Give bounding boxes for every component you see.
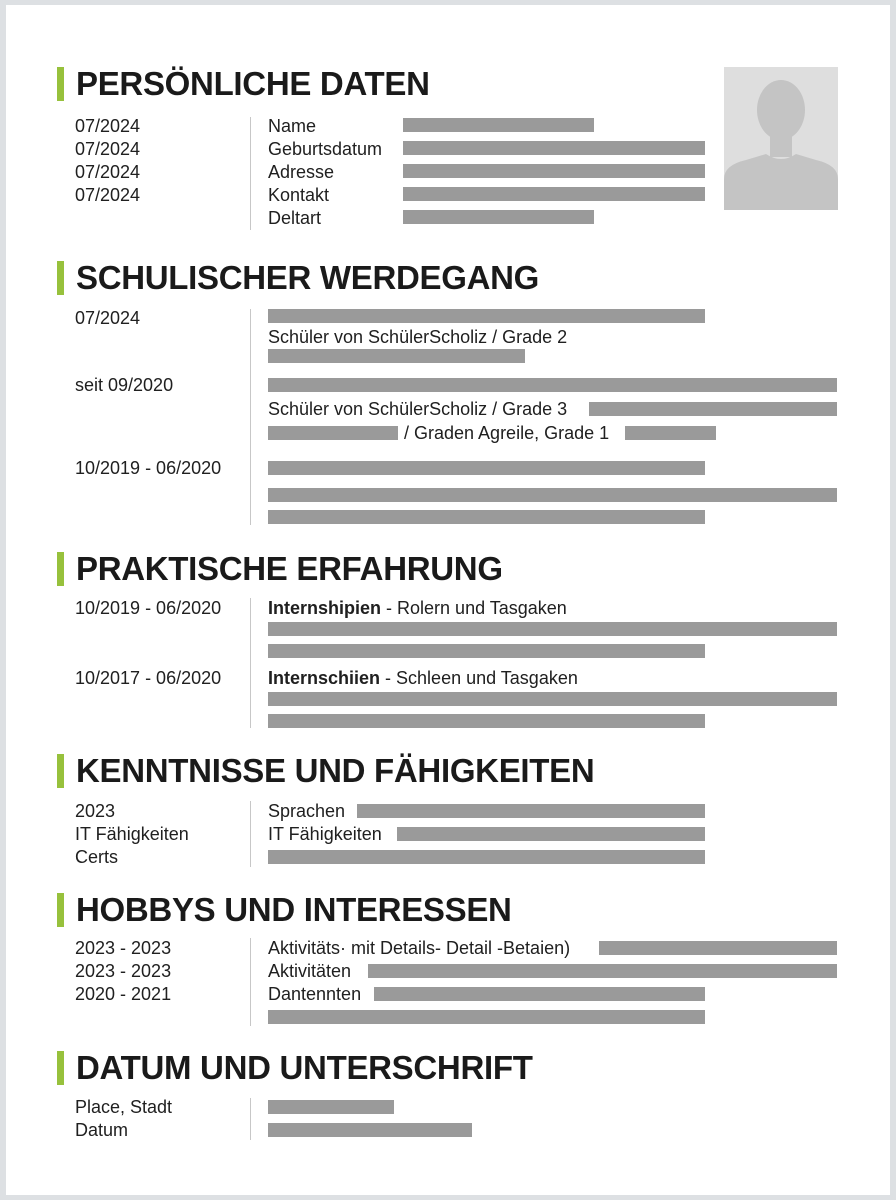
section-title: KENNTNISSE UND FÄHIGKEITEN [76, 752, 595, 789]
accent-bar [57, 893, 64, 927]
section-title: HOBBYS UND INTERESSEN [76, 891, 512, 928]
date-field-label: Datum [75, 1120, 129, 1140]
date-label: 10/2019 - 06/2020 [75, 598, 222, 618]
field-label-name: Name [268, 116, 317, 136]
divider-line [250, 938, 251, 1026]
section-heading-skills [57, 753, 594, 789]
section-heading-school [57, 260, 539, 296]
redaction-bar [403, 210, 594, 224]
redaction-bar [403, 141, 705, 155]
divider-line [250, 598, 251, 728]
redaction-bar [268, 1100, 394, 1114]
section-title: PRAKTISCHE ERFAHRUNG [76, 550, 503, 587]
redaction-bar [268, 622, 837, 636]
redaction-bar [268, 692, 837, 706]
date-label: 07/2024 [75, 308, 141, 328]
hobby-text: Aktivitäten [268, 961, 352, 981]
redaction-bar [268, 426, 398, 440]
skill-label: IT Fähigkeiten [75, 824, 189, 844]
job-title: Internschiien [268, 668, 381, 688]
section-title: DATUM UND UNTERSCHRIFT [76, 1049, 533, 1086]
section-heading-signature [57, 1050, 533, 1086]
redaction-bar [268, 488, 837, 502]
date-label: 07/2024 [75, 139, 141, 159]
accent-bar [57, 67, 64, 101]
redaction-bar [403, 187, 705, 201]
redaction-bar [268, 714, 705, 728]
redaction-bar [368, 964, 837, 978]
redaction-bar [268, 1010, 705, 1024]
hobby-text: Dantennten [268, 984, 362, 1004]
entry-heading [268, 667, 578, 689]
job-description: - Rolern und Tasgaken [386, 598, 567, 618]
section-heading-hobbies [57, 892, 512, 928]
accent-bar [57, 552, 64, 586]
place-label: Place, Stadt [75, 1097, 173, 1117]
redaction-bar [268, 349, 525, 363]
redaction-bar [599, 941, 837, 955]
date-label: 10/2019 - 06/2020 [75, 458, 222, 478]
accent-bar [57, 754, 64, 788]
divider-line [250, 309, 251, 525]
skill-label: Certs [75, 847, 119, 867]
redaction-bar [397, 827, 705, 841]
section-heading-practical [57, 551, 503, 587]
date-label: 07/2024 [75, 185, 141, 205]
skill-category: Sprachen [268, 801, 346, 821]
redaction-bar [268, 1123, 472, 1137]
redaction-bar [589, 402, 837, 416]
hobby-text: Aktivitäts· mit Details- Detail -Betaien) [268, 938, 571, 958]
field-label-other: Deltart [268, 208, 322, 228]
job-title: Internshipien [268, 598, 382, 618]
accent-bar [57, 1051, 64, 1085]
redaction-bar [374, 987, 705, 1001]
job-description: - Schleen und Tasgaken [385, 668, 578, 688]
redaction-bar [357, 804, 705, 818]
field-label-birthdate: Geburtsdatum [268, 139, 383, 159]
entry-heading [268, 597, 567, 619]
section-title: SCHULISCHER WERDEGANG [76, 259, 540, 296]
date-label: 2023 - 2023 [75, 938, 172, 958]
redaction-bar [625, 426, 716, 440]
entry-text: / Graden Agreile, Grade 1 [404, 423, 610, 443]
entry-text: Schüler von SchülerScholiz / Grade 3 [268, 399, 568, 419]
accent-bar [57, 261, 64, 295]
field-label-address: Adresse [268, 162, 335, 182]
redaction-bar [268, 378, 837, 392]
redaction-bar [268, 461, 705, 475]
redaction-bar [268, 850, 705, 864]
divider-line [250, 1098, 251, 1140]
skill-label: 2023 [75, 801, 116, 821]
skill-category: IT Fähigkeiten [268, 824, 382, 844]
entry-text: Schüler von SchülerScholiz / Grade 2 [268, 327, 568, 347]
profile-photo [724, 67, 838, 210]
date-label: 10/2017 - 06/2020 [75, 668, 222, 688]
field-label-contact: Kontakt [268, 185, 330, 205]
redaction-bar [268, 309, 705, 323]
date-label: 07/2024 [75, 116, 141, 136]
redaction-bar [403, 118, 594, 132]
section-title: PERSÖNLICHE DATEN [76, 65, 430, 102]
section-heading-personal [57, 66, 430, 102]
date-label: 07/2024 [75, 162, 141, 182]
redaction-bar [268, 510, 705, 524]
date-label: seit 09/2020 [75, 375, 174, 395]
date-label: 2023 - 2023 [75, 961, 172, 981]
person-silhouette-icon [724, 67, 838, 210]
divider-line [250, 801, 251, 867]
date-label: 2020 - 2021 [75, 984, 172, 1004]
redaction-bar [268, 644, 705, 658]
divider-line [250, 117, 251, 230]
redaction-bar [403, 164, 705, 178]
